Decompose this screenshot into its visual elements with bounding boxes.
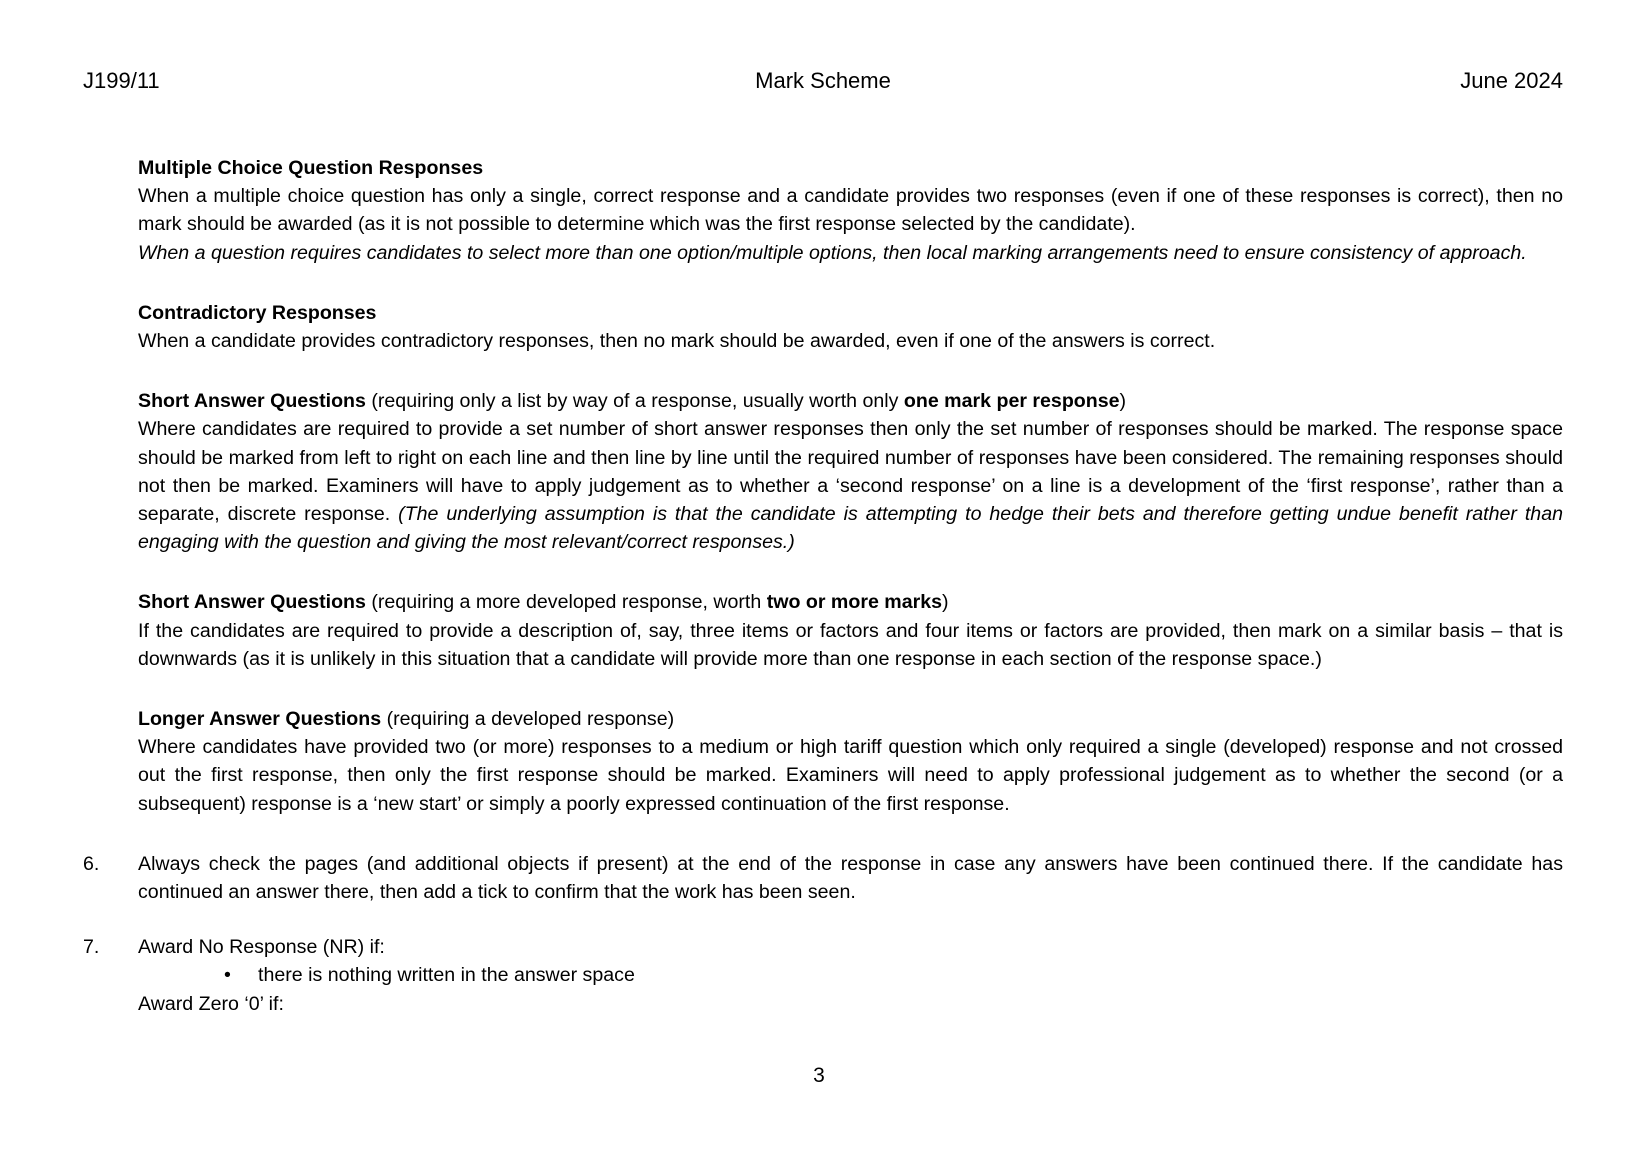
section-title: Contradictory Responses	[138, 301, 377, 324]
item-text: Award No Response (NR) if:	[138, 936, 385, 959]
page-number: 3	[813, 1064, 825, 1087]
item-number: 7.	[83, 936, 100, 959]
section-body: If the candidates are required to provide a description of, say, three items or factors and four items or factors are provided, then mark on a similar basis – that is downwards (as it is unlikely in this situation that a candidate will provide more than one response in each section of the response space.)	[138, 619, 1563, 670]
section-heading-line	[138, 705, 1563, 733]
paper-code: J199/11	[83, 68, 160, 93]
section-subtitle-emphasis: two or more marks	[766, 591, 943, 614]
section-subtitle: (requiring a developed response)	[381, 708, 675, 731]
section-subtitle: (requiring only a list by way of a response, usually worth only	[365, 390, 904, 413]
numbered-item-7	[83, 933, 1563, 1018]
section-subtitle-end: )	[1119, 390, 1127, 413]
section-title: Multiple Choice Question Responses	[138, 157, 484, 179]
section-mcq	[138, 154, 1563, 267]
list-item	[224, 961, 1563, 989]
section-short-answer-developed	[138, 588, 1563, 673]
section-title: Short Answer Questions	[138, 591, 366, 614]
section-heading-line	[138, 588, 1563, 616]
section-subtitle-emphasis: one mark per response	[903, 390, 1120, 413]
bullet-icon: •	[224, 964, 231, 987]
section-longer-answer	[138, 705, 1563, 818]
section-body: When a multiple choice question has only a single, correct response and a candidate provides two responses (even if one of these responses is correct), then no mark should be awarded (as it is not possible to determine which was the first response selected by the candidate).	[138, 185, 1563, 236]
section-heading-line	[138, 387, 1563, 415]
numbered-item-6	[83, 850, 1563, 906]
page-header	[83, 68, 1563, 98]
section-note: When a question requires candidates to select more than one option/multiple options, then local marking arrangements need to ensure consistency of approach.	[138, 241, 1527, 264]
section-subtitle-end: )	[942, 591, 949, 614]
section-subtitle: (requiring a more developed response, worth	[365, 591, 767, 614]
section-note: (The underlying assumption is that the candidate is attempting to hedge their bets and therefore getting undue benefit rather than engaging with the question and giving the most relevant/correct responses.)	[138, 503, 1563, 554]
section-body: When a candidate provides contradictory responses, then no mark should be awarded, even if one of the answers is correct.	[138, 330, 1216, 353]
item-number: 6.	[83, 852, 100, 875]
exam-date: June 2024	[1460, 68, 1563, 93]
bullet-list	[138, 961, 1563, 989]
section-short-answer-list	[138, 387, 1563, 556]
section-contradictory	[138, 299, 1563, 355]
list-item-text: there is nothing written in the answer space	[258, 964, 635, 987]
award-zero-text: Award Zero ‘0’ if:	[138, 992, 284, 1015]
item-text: Always check the pages (and additional objects if present) at the end of the response in case any answers have been continued there. If the candidate has continued an answer there, then add a tick to confirm that the work has been seen.	[138, 852, 1563, 904]
section-body-paragraph	[138, 415, 1563, 556]
section-body: Where candidates have provided two (or more) responses to a medium or high tariff question which only required a single (developed) response and not crossed out the first response, then only the first response should be marked. Examiners will need to apply professional judgement as to whether the second (or a subsequent) response is a ‘new start’ or simply a poorly expressed continuation of the first response.	[138, 736, 1563, 815]
section-body: Where candidates are required to provide a set number of short answer responses then only the set number of responses should be marked. The response space should be marked from left to right on each line and then line by line until the required number of responses have been considered. The remaining responses should not then be marked. Examiners will have to apply judgement as to whether a ‘second response’ on a line is a development of the ‘first response’, rather than a separate, discrete response.	[138, 418, 1563, 526]
main-content	[83, 154, 1563, 1045]
document-title: Mark Scheme	[755, 68, 891, 93]
section-title: Longer Answer Questions	[138, 708, 382, 731]
section-title: Short Answer Questions	[138, 390, 366, 413]
